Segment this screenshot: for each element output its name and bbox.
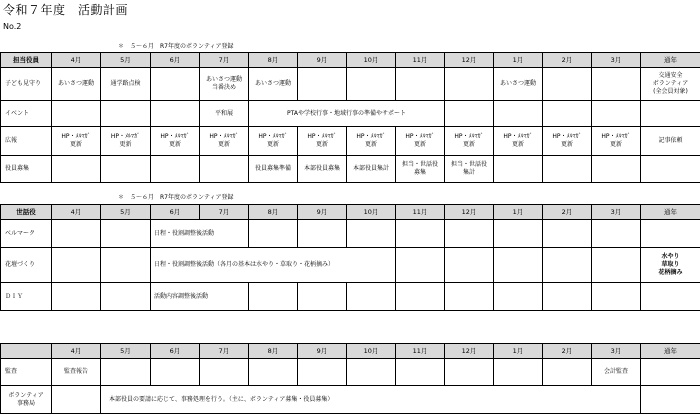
cell [200, 68, 249, 101]
cell [52, 220, 101, 248]
cell: 記事依頼 [641, 127, 700, 156]
cell [200, 127, 249, 156]
cell-line: 更新 [168, 141, 181, 148]
month-header: 9月 [298, 344, 347, 359]
page-number: No.2 [3, 22, 22, 31]
cell-line: 更新 [315, 141, 328, 148]
table-header-others [1, 344, 52, 359]
cell: あいさつ運動 [52, 68, 101, 101]
cell [101, 248, 151, 283]
cell-line: 交通安全 [658, 72, 683, 79]
cell [445, 283, 494, 311]
cell [543, 248, 592, 283]
cell-line: 草取り [661, 261, 680, 268]
cell-line: ボランティア [652, 80, 689, 87]
cell-line: HP・ﾒﾙﾏｶﾞ [110, 133, 141, 140]
table-row-yakuin [1, 156, 700, 183]
cell [445, 220, 494, 248]
cell [347, 283, 396, 311]
cell [494, 127, 543, 156]
row-label [1, 386, 52, 414]
cell [543, 156, 592, 183]
cell [445, 156, 494, 183]
cell [52, 101, 101, 127]
cell: 役員募集準備 [249, 156, 298, 183]
table-row-kouhou [1, 127, 700, 156]
cell: 会計監査 [592, 359, 641, 386]
month-header: 7月 [200, 344, 249, 359]
cell [445, 101, 494, 127]
cell-line: 更新 [560, 141, 573, 148]
span-cell: 日程・役割調整後活動 [151, 220, 249, 248]
month-header: 通年 [641, 205, 700, 220]
cell [494, 359, 543, 386]
table-caretakers [0, 204, 700, 311]
cell [151, 68, 200, 101]
cell [249, 220, 298, 248]
cell [101, 220, 151, 248]
cell-line: HP・ﾒﾙﾏｶﾞ [601, 133, 631, 140]
cell [298, 68, 347, 101]
cell [298, 283, 347, 311]
cell [151, 101, 200, 127]
cell [101, 156, 151, 183]
cell [347, 127, 396, 156]
cell-line: 募集 [413, 169, 426, 176]
cell [396, 156, 445, 183]
month-header: 12月 [445, 205, 494, 220]
cell [298, 127, 347, 156]
month-header: 12月 [445, 344, 494, 359]
span-cell: 活動内容調整後活動 [151, 283, 249, 311]
month-header: 4月 [52, 344, 101, 359]
month-header: 9月 [298, 205, 347, 220]
cell-line: ボランティア [8, 391, 44, 399]
cell-line: 更新 [119, 141, 132, 148]
cell: 通学路点検 [101, 68, 151, 101]
cell [543, 220, 592, 248]
cell [396, 127, 445, 156]
cell: あいさつ運動 [249, 68, 298, 101]
cell-line: HP・ﾒﾙﾏｶﾞ [160, 133, 190, 140]
month-header: 通年 [641, 344, 700, 359]
cell [543, 101, 592, 127]
month-header: 9月 [298, 53, 347, 68]
cell [52, 386, 101, 414]
cell: 監査報告 [52, 359, 101, 386]
cell [494, 101, 543, 127]
cell [151, 127, 200, 156]
cell [592, 156, 641, 183]
cell [494, 283, 543, 311]
note-volunteer-registration-2: ＊ ５～６月 R7年度のボランティア登録 [118, 194, 234, 201]
month-header: 3月 [592, 344, 641, 359]
cell [347, 359, 396, 386]
row-label: 広報 [1, 127, 52, 156]
cell [494, 156, 543, 183]
cell [592, 248, 641, 283]
cell [592, 68, 641, 101]
cell [101, 127, 151, 156]
table-row-kansa [1, 359, 700, 386]
span-cell: 本部役員の要請に応じて、事務処理を行う。（主に、ボランティア募集・役員募集） [101, 386, 641, 414]
cell [200, 359, 249, 386]
month-header: 3月 [592, 205, 641, 220]
cell [445, 248, 494, 283]
cell-line: 更新 [217, 141, 230, 148]
cell-line: HP・ﾒﾙﾏｶﾞ [503, 133, 533, 140]
cell-line: HP・ﾒﾙﾏｶﾞ [61, 133, 91, 140]
row-label: 花壇づくり [1, 248, 52, 283]
cell-line: HP・ﾒﾙﾏｶﾞ [209, 133, 239, 140]
cell-line: HP・ﾒﾙﾏｶﾞ [552, 133, 582, 140]
cell [494, 220, 543, 248]
cell [52, 283, 101, 311]
cell-line: 事務局 [16, 399, 35, 407]
cell-line: 花柄摘み [658, 269, 683, 276]
cell-line: 担当・世話役 [401, 161, 438, 168]
month-header: 3月 [592, 53, 641, 68]
month-header: 5月 [101, 344, 151, 359]
month-header: 2月 [543, 344, 592, 359]
month-header: 通年 [641, 53, 700, 68]
cell-line: 集計 [462, 169, 475, 176]
cell [249, 359, 298, 386]
cell-line: 更新 [462, 141, 475, 148]
cell [494, 248, 543, 283]
note-volunteer-registration: ＊ ５～６月 R7年度のボランティア登録 [118, 43, 234, 50]
table-row-volunteer [1, 386, 700, 414]
cell [298, 359, 347, 386]
cell [52, 248, 101, 283]
cell [592, 283, 641, 311]
table-officers [0, 52, 700, 183]
month-header: 10月 [347, 344, 396, 359]
table-row-kodomo [1, 68, 700, 101]
month-header: 12月 [445, 53, 494, 68]
month-header: 10月 [347, 53, 396, 68]
cell [249, 127, 298, 156]
cell [445, 68, 494, 101]
table-row-bellmark [1, 220, 700, 248]
cell [641, 101, 700, 127]
cell [592, 220, 641, 248]
cell: 平和展 [200, 101, 249, 127]
table-row-event [1, 101, 700, 127]
month-header: 4月 [52, 205, 101, 220]
cell [445, 127, 494, 156]
cell [396, 283, 445, 311]
month-header: 5月 [101, 205, 151, 220]
cell [151, 156, 200, 183]
cell [52, 156, 101, 183]
month-header: 6月 [151, 344, 200, 359]
month-header: 7月 [200, 53, 249, 68]
month-header: 1月 [494, 53, 543, 68]
cell [101, 101, 151, 127]
cell [396, 359, 445, 386]
table-header-officers: 担当役員 [1, 53, 52, 68]
month-header: 5月 [101, 53, 151, 68]
cell [101, 283, 151, 311]
cell-line: HP・ﾒﾙﾏｶﾞ [258, 133, 288, 140]
cell-line: 更新 [266, 141, 279, 148]
cell [592, 127, 641, 156]
month-header: 4月 [52, 53, 101, 68]
cell: 本部役員集計 [347, 156, 396, 183]
cell [52, 127, 101, 156]
row-label: 監査 [1, 359, 52, 386]
row-label: 役員募集 [1, 156, 52, 183]
cell-line: HP・ﾒﾙﾏｶﾞ [454, 133, 484, 140]
month-header: 11月 [396, 53, 445, 68]
cell [641, 386, 700, 414]
table-header-caretakers: 世話役 [1, 205, 52, 220]
cell [592, 101, 641, 127]
row-label: 子ども見守り [1, 68, 52, 101]
month-header: 10月 [347, 205, 396, 220]
month-header: 11月 [396, 205, 445, 220]
cell [298, 220, 347, 248]
cell-line: (全会員対象) [653, 88, 688, 95]
cell [347, 68, 396, 101]
cell-line: 更新 [609, 141, 622, 148]
cell-line: HP・ﾒﾙﾏｶﾞ [405, 133, 435, 140]
cell [543, 127, 592, 156]
page-title: 令和７年度 活動計画 [3, 3, 129, 17]
cell [396, 68, 445, 101]
cell-line: 更新 [511, 141, 524, 148]
month-header: 1月 [494, 344, 543, 359]
month-header: 6月 [151, 205, 200, 220]
month-header: 6月 [151, 53, 200, 68]
month-header: 11月 [396, 344, 445, 359]
cell [641, 359, 700, 386]
table-row-diy [1, 283, 700, 311]
cell-line: 更新 [69, 141, 82, 148]
cell-line: 当番決め [211, 84, 236, 91]
row-label: イベント [1, 101, 52, 127]
cell [641, 283, 700, 311]
cell [101, 359, 151, 386]
month-header: 7月 [200, 205, 249, 220]
cell [151, 359, 200, 386]
cell-line: HP・ﾒﾙﾏｶﾞ [307, 133, 337, 140]
cell: 本部役員募集 [298, 156, 347, 183]
row-label: ベルマーク [1, 220, 52, 248]
table-row-kadan [1, 248, 700, 283]
cell [641, 68, 700, 101]
cell [543, 359, 592, 386]
span-cell: 日程・役割調整後活動（各月の基本は水やり・草取り・花柄摘み） [151, 248, 396, 283]
month-header: 2月 [543, 53, 592, 68]
cell-line: 水やり [661, 253, 680, 260]
cell: あいさつ運動 [494, 68, 543, 101]
cell [543, 283, 592, 311]
cell-line: 担当・世話役 [450, 161, 487, 168]
cell [445, 359, 494, 386]
cell [641, 156, 700, 183]
month-header: 8月 [249, 344, 298, 359]
cell-line: あいさつ運動 [205, 76, 242, 83]
cell-line: HP・ﾒﾙﾏｶﾞ [356, 133, 386, 140]
cell [396, 220, 445, 248]
cell [641, 248, 700, 283]
table-others [0, 343, 700, 414]
cell-line: 更新 [413, 141, 426, 148]
month-header: 1月 [494, 205, 543, 220]
cell [249, 283, 298, 311]
cell-line: 更新 [364, 141, 377, 148]
cell [347, 220, 396, 248]
cell [543, 68, 592, 101]
span-cell: PTAや学校行事・地域行事の準備やサポート [249, 101, 445, 127]
month-header: 2月 [543, 205, 592, 220]
cell [641, 220, 700, 248]
cell [396, 248, 445, 283]
month-header: 8月 [249, 205, 298, 220]
row-label: ＤＩＹ [1, 283, 52, 311]
month-header: 8月 [249, 53, 298, 68]
cell [200, 156, 249, 183]
